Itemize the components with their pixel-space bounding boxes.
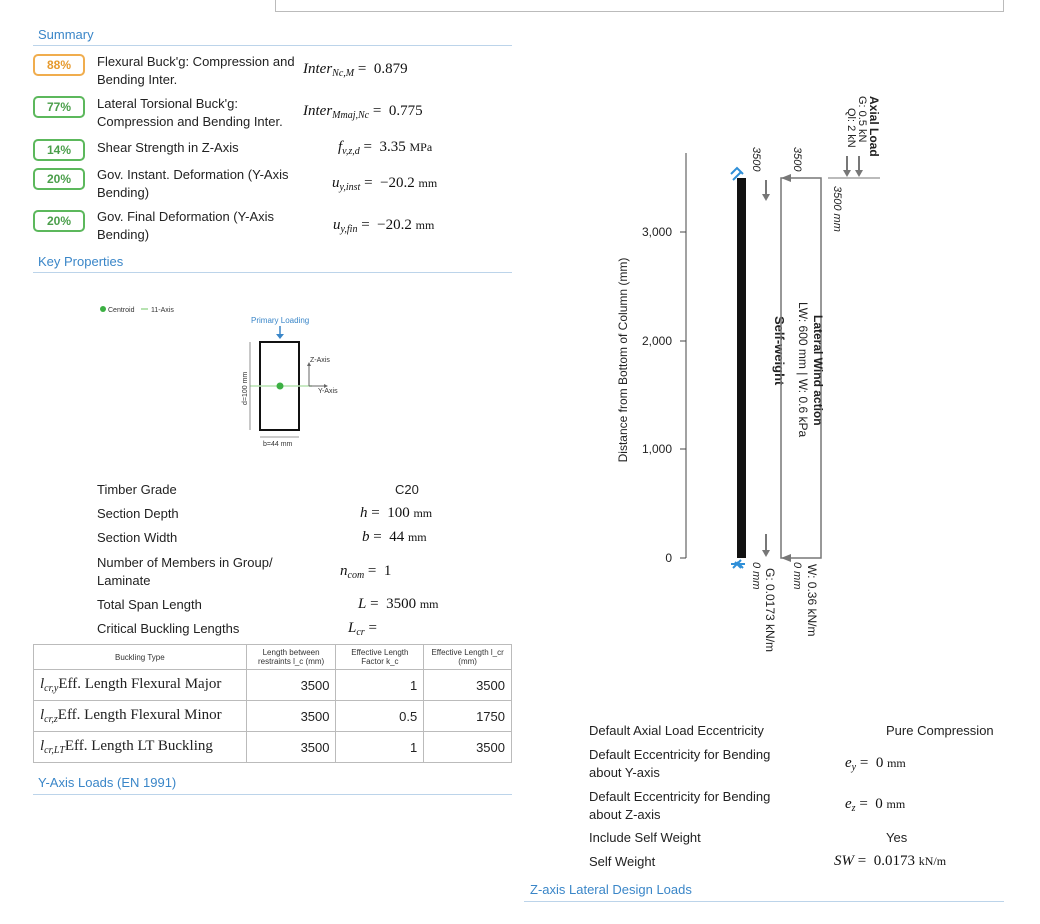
property-label: Section Width [97,530,178,545]
check-formula: Inter$_{Mmaj,Nc}$ = 0.775 [303,103,423,121]
wind-top-label: 3500 [791,147,803,172]
property-label: Total Span Length [97,597,202,612]
factor-cell[interactable]: 1 [336,670,424,701]
table-header-row [34,645,512,670]
default-label: Default Eccentricity for Bending about Y-axis [589,747,771,780]
effective-length-cell: 3500 [424,670,512,701]
column-header: Effective Length Factor k_c [336,645,424,670]
default-value[interactable]: Pure Compression [886,723,994,738]
property-formula: $n_{com} = 1$ [340,563,392,581]
section-divider [33,794,512,795]
column-load-diagram [600,90,900,660]
loading-arrowhead-icon [276,334,284,339]
utilization-badge[interactable]: 20% [33,210,85,232]
self-weight-value: G: 0.0173 kN/m [763,568,777,653]
section-key-properties-title[interactable]: Key Properties [38,254,124,269]
table-row [34,732,512,763]
effective-length-cell: 1750 [424,701,512,732]
cross-section-diagram [90,300,390,460]
depth-label: d=100 mm [242,371,249,405]
default-label: Self Weight [589,854,656,869]
default-label: Default Eccentricity for Bending about Z-axis [589,789,771,822]
legend-centroid-label: Centroid [108,307,135,314]
property-label: Critical Buckling Lengths [97,621,240,636]
section-divider [524,901,1004,902]
legend-axis-label: 11-Axis [151,307,174,314]
property-formula: $L_{cr}$ = [348,620,377,638]
bottom-support-icon [731,560,745,568]
check-value: 0.879 [373,61,408,77]
property-label: Section Depth [97,506,179,521]
table-row [34,670,512,701]
y-axis-label: Y-Axis [318,388,338,395]
column-header: Length between restraints l_c (mm) [246,645,336,670]
wind-value: W: 0.36 kN/m [805,564,819,637]
length-cell[interactable]: 3500 [246,732,336,763]
section-summary-title[interactable]: Summary [38,27,94,42]
length-cell[interactable]: 3500 [246,701,336,732]
buckling-type-cell: $l_{cr,z}Eff$. Length Flexural Minor [34,701,247,732]
default-label: Default Axial Load Eccentricity [589,723,764,738]
default-label: Include Self Weight [589,830,701,845]
references-box [275,0,1004,12]
centroid-marker [277,383,284,390]
y-tick-label: 3,000 [641,225,672,239]
effective-length-cell: 3500 [424,732,512,763]
width-label: b=44 mm [263,441,293,448]
check-label: Flexural Buck'g: Compression and Bending Inter. [97,54,295,87]
default-value[interactable]: Yes [886,830,908,845]
section-z-axis-loads-title[interactable]: Z-axis Lateral Design Loads [530,882,692,897]
check-formula: $u_{y,fin} = -20.2$ mm [333,217,435,235]
self-weight-bottom-label: 0 mm [750,562,762,590]
check-value: −20.2 [377,217,412,233]
axial-load-ql: Ql: 2 kN [845,108,857,148]
column-header: Effective Length l_cr (mm) [424,645,512,670]
default-formula: $e_z = 0$ mm [845,796,906,814]
property-label: Timber Grade [97,482,177,497]
axial-load-position: 3500 mm [831,186,843,232]
default-formula: SW = 0.0173 kN/m [834,853,947,869]
z-axis-label: Z-Axis [310,357,330,364]
check-value: 3.35 [379,139,406,155]
property-formula: h = 100 mm [360,505,433,521]
wind-bottom-label: 0 mm [791,562,803,590]
property-formula: b = 44 mm [362,529,427,545]
check-formula: $f_{v,z,d} = 3.35$ MPa [338,139,433,157]
utilization-badge[interactable]: 14% [33,139,85,161]
y-tick-label: 1,000 [641,442,672,456]
factor-cell[interactable]: 1 [336,732,424,763]
property-formula: L = 3500 mm [358,596,439,612]
y-tick-label: 0 [665,551,672,565]
check-label: Lateral Torsional Buck'g: Compression and Bending Inter. [97,96,283,129]
buckling-type-cell: $l_{cr,y}Eff$. Length Flexural Major [34,670,247,701]
y-tick-label: 2,000 [641,334,672,348]
buckling-lengths-table [33,644,512,763]
length-cell[interactable]: 3500 [246,670,336,701]
self-weight-top-label: 3500 [750,147,762,172]
table-row [34,701,512,732]
y-axis-title: Distance from Bottom of Column (mm) [616,257,630,463]
section-divider [33,272,512,273]
centroid-legend-marker [100,306,106,312]
utilization-badge[interactable]: 88% [33,54,85,76]
wind-subtitle: LW: 600 mm | W: 0.6 kPa [796,302,810,438]
utilization-badge[interactable]: 77% [33,96,85,118]
factor-cell[interactable]: 0.5 [336,701,424,732]
section-divider [33,45,512,46]
axial-load-title: Axial Load [867,96,881,157]
check-formula: Inter$_{Nc,M}$ = 0.879 [303,61,408,79]
check-value: 0.775 [388,103,423,119]
check-label: Gov. Final Deformation (Y-Axis Bending) [97,209,275,242]
check-formula: $u_{y,inst} = -20.2$ mm [332,175,438,193]
column-header: Buckling Type [34,645,247,670]
check-value: −20.2 [380,175,415,191]
default-formula: $e_y = 0$ mm [845,755,906,773]
check-label: Shear Strength in Z-Axis [97,140,239,155]
check-label: Gov. Instant. Deformation (Y-Axis Bending) [97,167,289,200]
self-weight-title: Self-weight [772,316,787,386]
buckling-type-cell: $l_{cr,LT}Eff$. Length LT Buckling [34,732,247,763]
primary-loading-label: Primary Loading [251,316,310,325]
property-value: C20 [395,482,419,497]
utilization-badge[interactable]: 20% [33,168,85,190]
axial-load-g: G: 0.5 kN [856,96,868,143]
column-member [737,178,746,558]
axial-load-arrows [847,156,859,170]
wind-title: Lateral Wind action [811,315,825,426]
property-label: Number of Members in Group/ Laminate [97,555,273,588]
section-y-axis-loads-title[interactable]: Y-Axis Loads (EN 1991) [38,775,177,790]
